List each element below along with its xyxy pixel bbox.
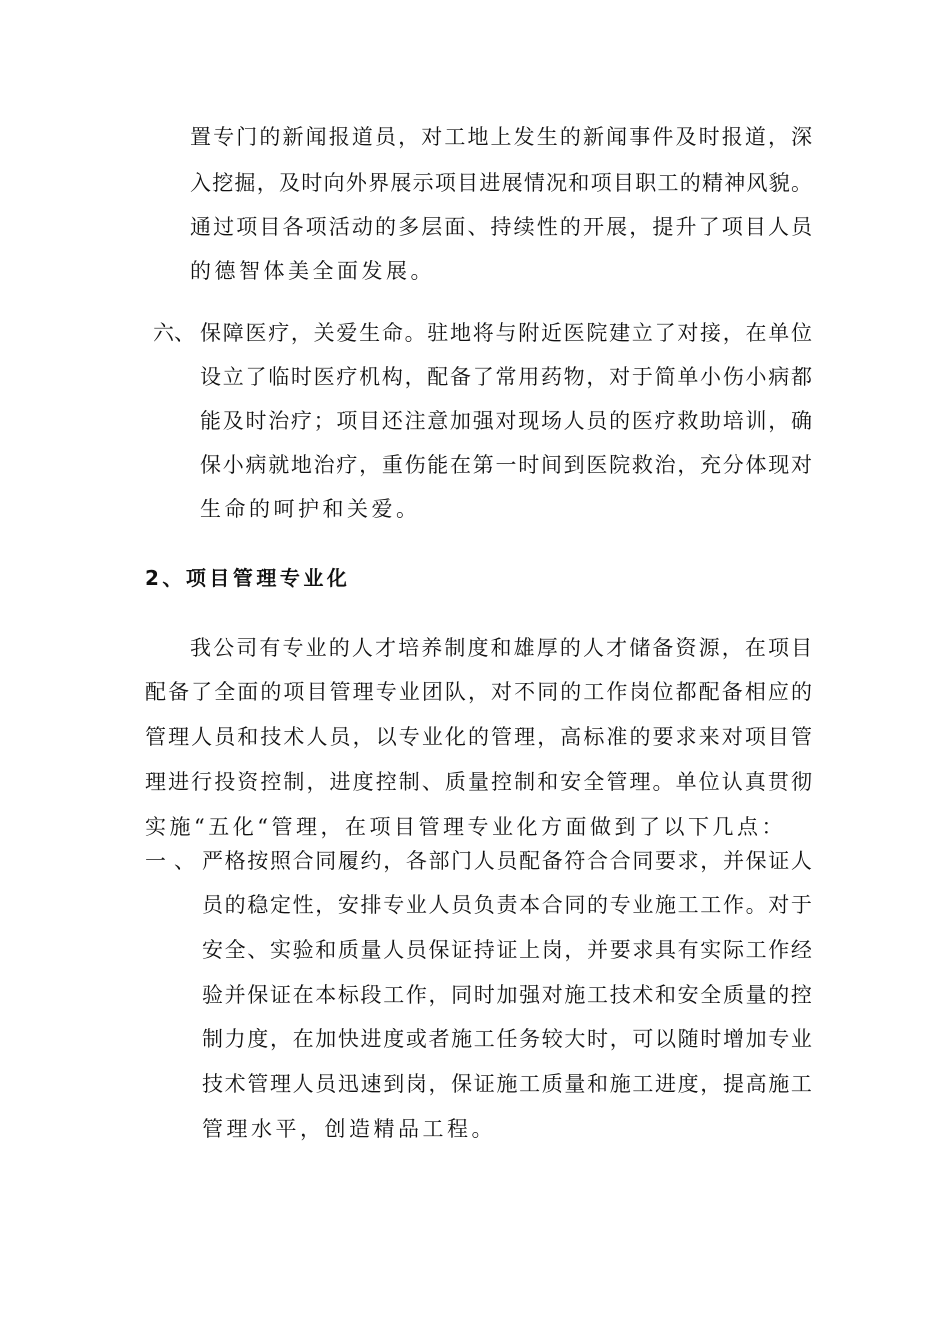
list-item-line: 生命的呵护和关爱。 <box>200 497 421 521</box>
list-item-line: 能及时治疗；项目还注意加强对现场人员的医疗救助培训，确 <box>200 409 814 433</box>
list-item-line: 安全、实验和质量人员保证持证上岗，并要求具有实际工作经 <box>202 938 814 962</box>
paragraph-line: 管理人员和技术人员，以专业化的管理，高标准的要求来对项目管 <box>145 725 815 749</box>
paragraph-line: 理进行投资控制，进度控制、质量控制和安全管理。单位认真贯彻 <box>145 770 815 794</box>
list-item-line: 验并保证在本标段工作，同时加强对施工技术和安全质量的控 <box>202 983 814 1007</box>
paragraph-line: 入挖掘，及时向外界展示项目进展情况和项目职工的精神风貌。 <box>190 171 814 195</box>
list-item-line: 技术管理人员迅速到岗，保证施工质量和施工进度，提高施工 <box>202 1072 814 1096</box>
list-item-line: 保小病就地治疗，重伤能在第一时间到医院救治，充分体现对 <box>200 453 814 477</box>
list-marker: 一、 <box>145 849 203 873</box>
list-item-line: 设立了临时医疗机构，配备了常用药物，对于简单小伤小病都 <box>200 365 814 389</box>
paragraph-line: 置专门的新闻报道员，对工地上发生的新闻事件及时报道，深 <box>190 125 815 149</box>
paragraph-line: 实施“五化“管理，在项目管理专业化方面做到了以下几点： <box>145 815 786 839</box>
list-marker: 六、 <box>153 321 195 345</box>
paragraph-line: 配备了全面的项目管理专业团队，对不同的工作岗位都配备相应的 <box>145 680 815 704</box>
list-item-line: 制力度，在加快进度或者施工任务较大时，可以随时增加专业 <box>202 1027 814 1051</box>
paragraph-line: 的德智体美全面发展。 <box>190 259 435 283</box>
list-item-line: 员的稳定性，安排专业人员负责本合同的专业施工工作。对于 <box>202 893 814 917</box>
paragraph-line: 我公司有专业的人才培养制度和雄厚的人才储备资源，在项目 <box>190 636 815 660</box>
list-item-line: 严格按照合同履约，各部门人员配备符合合同要求，并保证人 <box>202 849 814 873</box>
list-item-line: 管理水平，创造精品工程。 <box>202 1117 496 1141</box>
list-item-line: 保障医疗，关爱生命。驻地将与附近医院建立了对接，在单位 <box>200 321 814 345</box>
paragraph-line: 通过项目各项活动的多层面、持续性的开展，提升了项目人员 <box>190 215 815 239</box>
section-heading: 2、项目管理专业化 <box>145 566 351 590</box>
